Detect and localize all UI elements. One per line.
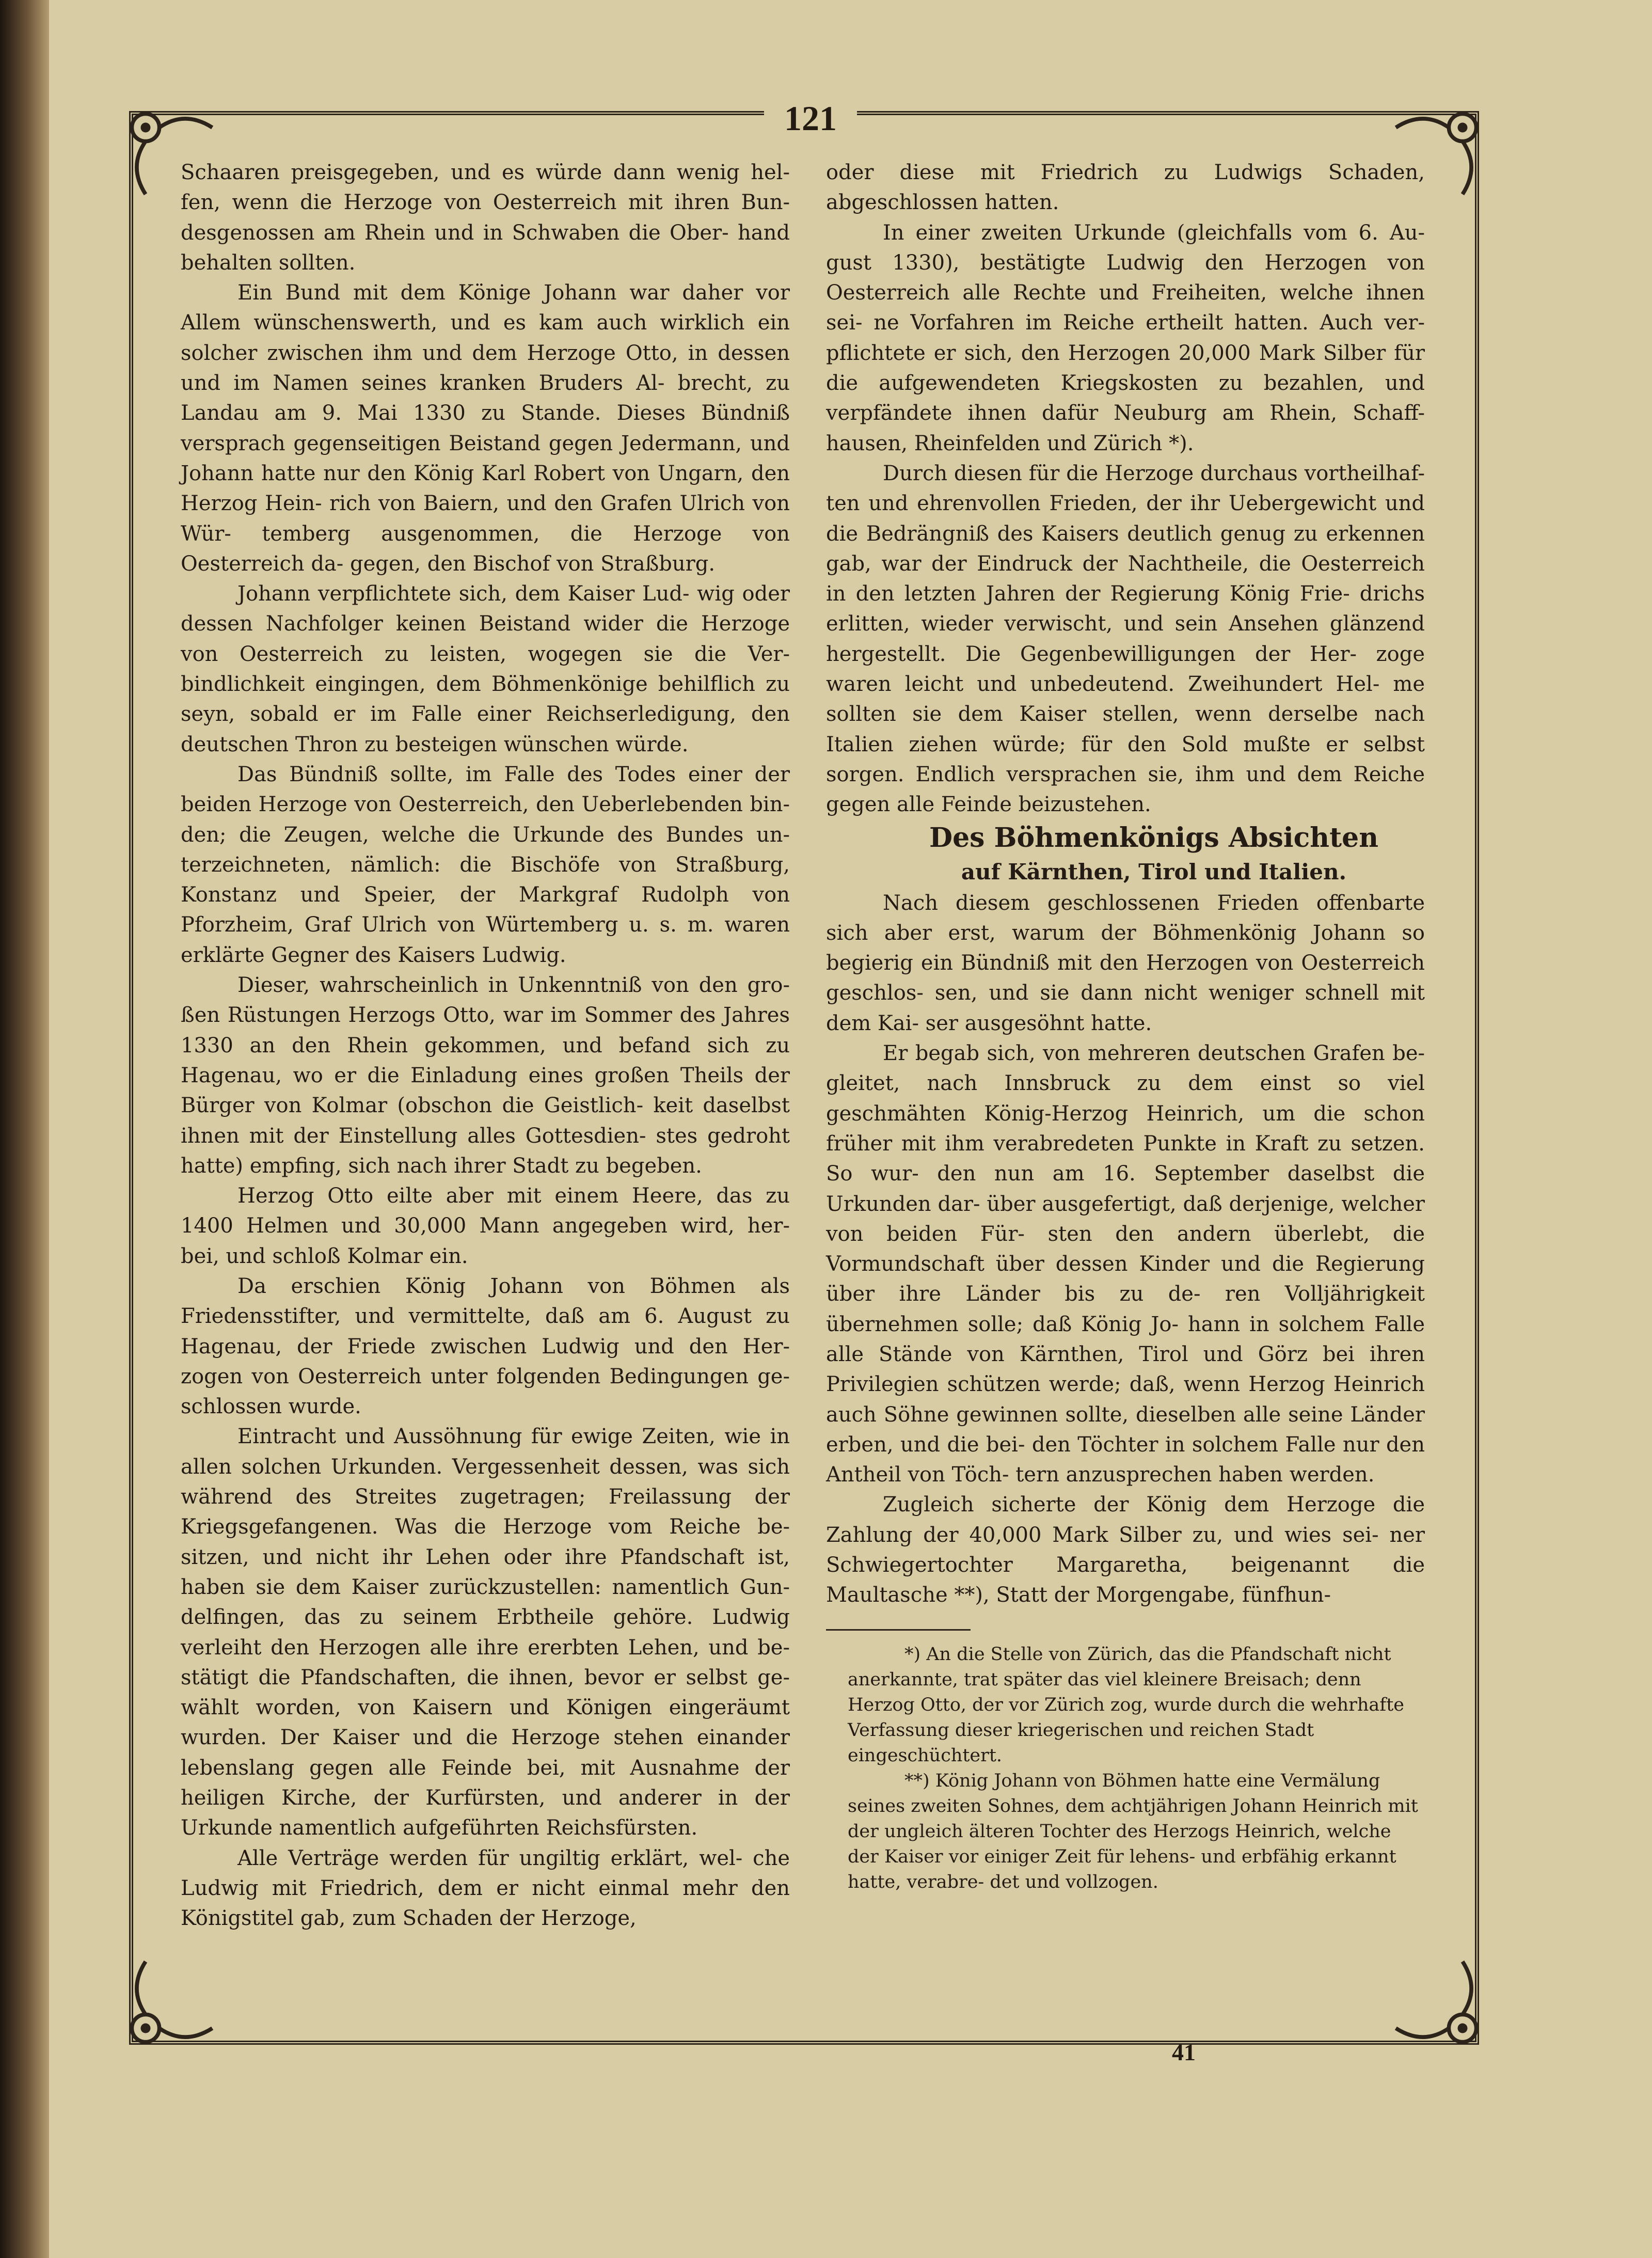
paragraph: oder diese mit Friedrich zu Ludwigs Schaden, abgeschlossen hatten. <box>826 161 1425 215</box>
book-spine <box>0 0 49 2258</box>
paragraph: Zugleich sicherte der König dem Herzoge die Zahlung der 40,000 Mark Silber zu, und wies sei- ner Schwiegertochter Margaretha, beigenannt die Maultasche **), Statt der Morgengabe, fünfhun- <box>826 1493 1425 1607</box>
paragraph: Eintracht und Aussöhnung für ewige Zeiten, wie in allen solchen Urkunden. Vergessenheit dessen, was sich während des Streites zugetragen; Freilassung der Kriegsgefangenen. Was die Herzoge vom Reiche be- sitzen, und nicht ihr Lehen oder ihre Pfandschaft ist, haben sie dem Kaiser zurückzustellen: namentlich Gun- delfingen, das zu seinem Erbtheile gehöre. Ludwig verleiht den Herzogen alle ihre ererbten Lehen, und be- stätigt die Pfandschaften, die ihnen, bevor er selbst ge- wählt worden, von Kaisern und Königen eingeräumt wurden. Der Kaiser und die Herzoge stehen einander lebenslang gegen alle Feinde bei, mit Ausnahme der heiligen Kirche, der Kurfürsten, und anderer in der Urkunde namentlich aufgeführten Reichsfürsten. <box>181 1425 790 1840</box>
page-number: 121 <box>764 98 857 139</box>
paragraph: Alle Verträge werden für ungiltig erklärt, wel- che Ludwig mit Friedrich, dem er nicht einmal mehr den Königstitel gab, zum Schaden der Herzoge, <box>181 1846 790 1931</box>
paragraph: Er begab sich, von mehreren deutschen Grafen be- gleitet, nach Innsbruck zu dem einst so viel geschmähten König-Herzog Heinrich, um die schon früher mit ihm verabredeten Punkte in Kraft zu setzen. So wur- den nun am 16. September daselbst die Urkunden dar- über ausgefertigt, daß derjenige, welcher von beiden Für- sten den andern überlebt, die Vormundschaft über dessen Kinder und die Regierung über ihre Länder bis zu de- ren Volljährigkeit übernehmen solle; daß König Jo- hann in solchem Falle alle Stände von Kärnthen, Tirol und Görz bei ihren Privilegien schützen werde; daß, wenn Herzog Heinrich auch Söhne gewinnen sollte, dieselben alle seine Länder erben, und die bei- den Töchter in solchem Falle nur den Antheil von Töch- tern anzusprechen haben werden. <box>826 1041 1425 1487</box>
paragraph: Ein Bund mit dem Könige Johann war daher vor Allem wünschenswerth, und es kam auch wirklich ein solcher zwischen ihm und dem Herzoge Otto, in dessen und im Namen seines kranken Bruders Al- brecht, zu Landau am 9. Mai 1330 zu Stande. Dieses Bündniß versprach gegenseitigen Beistand gegen Jedermann, und Johann hatte nur den König Karl Robert von Ungarn, den Herzog Hein- rich von Baiern, und den Grafen Ulrich von Wür- temberg ausgenommen, die Herzoge von Oesterreich da- gegen, den Bischof von Straßburg. <box>181 281 790 576</box>
corner-ornament-icon <box>116 1960 214 2058</box>
section-subheading: auf Kärnthen, Tirol und Italien. <box>961 859 1347 885</box>
right-column <box>826 157 1425 1895</box>
section-heading: Des Böhmenkönigs Absichten <box>929 822 1379 854</box>
paragraph: Herzog Otto eilte aber mit einem Heere, das zu 1400 Helmen und 30,000 Mann angegeben wird, her- bei, und schloß Kolmar ein. <box>181 1184 790 1268</box>
printer-signature-mark: 41 <box>1172 2039 1196 2065</box>
paragraph: Schaaren preisgegeben, und es würde dann wenig hel- fen, wenn die Herzoge von Oesterreich mit ihren Bun- desgenossen am Rhein und in Schwaben die Ober- hand behalten sollten. <box>181 161 790 275</box>
paragraph: Nach diesem geschlossenen Frieden offenbarte sich aber erst, warum der Böhmenkönig Johann so begierig ein Bündniß mit den Herzogen von Oesterreich geschlos- sen, und sie dann nicht weniger schnell mit dem Kai- ser ausgesöhnt hatte. <box>826 891 1425 1035</box>
left-column <box>181 157 790 1934</box>
footnote-divider <box>826 1629 971 1631</box>
paragraph: Dieser, wahrscheinlich in Unkenntniß von den gro- ßen Rüstungen Herzogs Otto, war im Sommer des Jahres 1330 an den Rhein gekommen, und befand sich zu Hagenau, wo er die Einladung eines großen Theils der Bürger von Kolmar (obschon die Geistlich- keit daselbst ihnen mit der Einstellung alles Gottesdien- stes gedroht hatte) empfing, sich nach ihrer Stadt zu begeben. <box>181 973 790 1178</box>
paragraph: Durch diesen für die Herzoge durchaus vortheilhaf- ten und ehrenvollen Frieden, der ihr Uebergewicht und die Bedrängniß des Kaisers deutlich genug zu erkennen gab, war der Eindruck der Nachtheile, die Oesterreich in den letzten Jahren der Regierung König Frie- drichs erlitten, wieder verwischt, und sein Ansehen glänzend hergestellt. Die Gegenbewilligungen der Her- zoge waren leicht und unbedeutend. Zweihundert Hel- me sollten sie dem Kaiser stellen, wenn derselbe nach Italien ziehen würde; für den Sold mußte er selbst sorgen. Endlich versprachen sie, ihm und dem Reiche gegen alle Feinde beizustehen. <box>826 461 1425 817</box>
corner-ornament-icon <box>1394 1960 1492 2058</box>
paragraph: Das Bündniß sollte, im Falle des Todes einer der beiden Herzoge von Oesterreich, den Ueberlebenden bin- den; die Zeugen, welche die Urkunde des Bundes un- terzeichneten, nämlich: die Bischöfe von Straßburg, Konstanz und Speier, der Markgraf Rudolph von Pforzheim, Graf Ulrich von Würtemberg u. s. m. waren erklärte Gegner des Kaisers Ludwig. <box>181 762 790 967</box>
footnote: *) An die Stelle von Zürich, das die Pfandschaft nicht anerkannte, trat später das viel kleinere Breisach; denn Herzog Otto, der vor Zürich zog, wurde durch die wehrhafte Verfassung dieser kriegerischen und reichen Stadt eingeschüchtert. <box>848 1644 1404 1766</box>
paragraph: Da erschien König Johann von Böhmen als Friedensstifter, und vermittelte, daß am 6. August zu Hagenau, der Friede zwischen Ludwig und den Her- zogen von Oesterreich unter folgenden Bedingungen ge- schlossen wurde. <box>181 1274 790 1419</box>
paragraph: Johann verpflichtete sich, dem Kaiser Lud- wig oder dessen Nachfolger keinen Beistand wider die Herzoge von Oesterreich zu leisten, wogegen sie die Ver- bindlichkeit eingingen, dem Böhmenkönige behilflich zu seyn, sobald er im Falle einer Reichserledigung, den deutschen Thron zu besteigen wünschen würde. <box>181 582 790 756</box>
footnote: **) König Johann von Böhmen hatte eine Vermälung seines zweiten Sohnes, dem achtjährigen Johann Heinrich mit der ungleich älteren Tochter des Herzogs Heinrich, welche der Kaiser vor einiger Zeit für lehens- und erbfähig erkannt hatte, verabre- det und vollzogen. <box>848 1770 1418 1892</box>
paragraph: In einer zweiten Urkunde (gleichfalls vom 6. Au- gust 1330), bestätigte Ludwig den Herzogen von Oesterreich alle Rechte und Freiheiten, welche ihnen sei- ne Vorfahren im Reiche ertheilt hatten. Auch ver- pflichtete er sich, den Herzogen 20,000 Mark Silber für die aufgewendeten Kriegskosten zu bezahlen, und verpfändete ihnen dafür Neuburg am Rhein, Schaff- hausen, Rheinfelden und Zürich *). <box>826 220 1425 455</box>
